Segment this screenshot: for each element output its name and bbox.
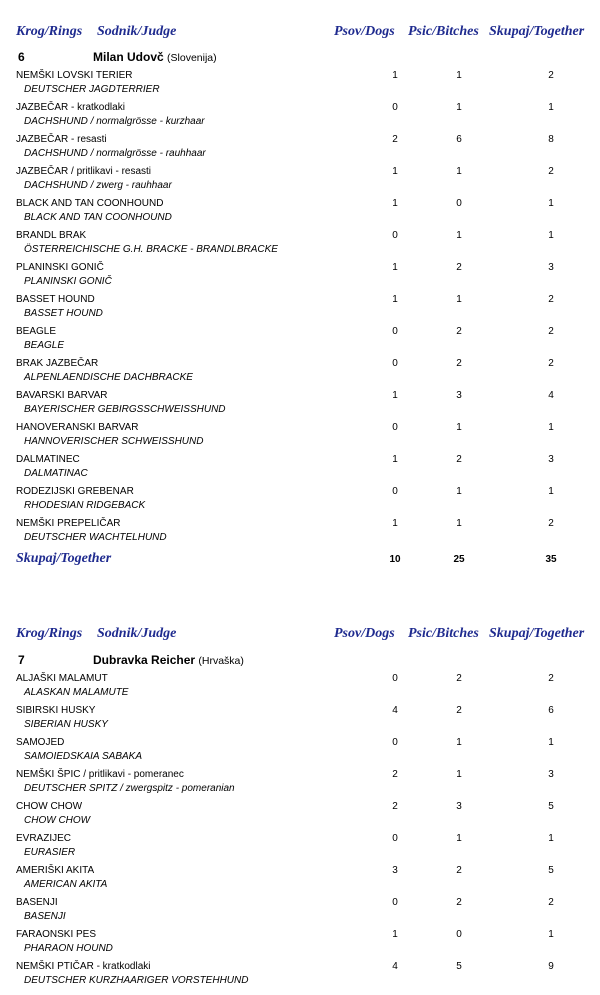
together-header: Skupaj/Together [489, 626, 585, 641]
dogs-count: 1 [392, 518, 398, 529]
breed-name-alt: EURASIER [24, 847, 76, 858]
breed-name-alt: DEUTSCHER JAGDTERRIER [24, 84, 160, 95]
table-row [0, 294, 600, 326]
breed-name: DALMATINEC [16, 454, 80, 465]
table-row [0, 833, 600, 865]
dogs-count: 1 [392, 294, 398, 305]
bitches-count: 6 [456, 134, 462, 145]
rings-header: Krog/Rings [16, 626, 83, 641]
dogs-header: Psov/Dogs [334, 24, 395, 39]
breed-name-alt: DEUTSCHER SPITZ / zwergspitz - pomeranian [24, 783, 235, 794]
dogs-count: 3 [392, 865, 398, 876]
together-count: 2 [548, 166, 554, 177]
bitches-count: 2 [456, 326, 462, 337]
breed-name-alt: BASSET HOUND [24, 308, 103, 319]
dogs-count: 0 [392, 737, 398, 748]
breed-name: RODEZIJSKI GREBENAR [16, 486, 134, 497]
table-row [0, 198, 600, 230]
dogs-header: Psov/Dogs [334, 626, 395, 641]
breed-name-alt: DEUTSCHER KURZHAARIGER VORSTEHHUND [24, 975, 249, 986]
bitches-count: 2 [456, 673, 462, 684]
dogs-count: 1 [392, 390, 398, 401]
dogs-count: 0 [392, 326, 398, 337]
breed-name-alt: BAYERISCHER GEBIRGSSCHWEISSHUND [24, 404, 226, 415]
together-count: 3 [548, 769, 554, 780]
bitches-count: 1 [456, 422, 462, 433]
rings-header: Krog/Rings [16, 24, 83, 39]
together-count: 2 [548, 294, 554, 305]
table-row [0, 801, 600, 833]
bitches-count: 1 [456, 833, 462, 844]
breed-name: BASSET HOUND [16, 294, 95, 305]
table-row [0, 102, 600, 134]
bitches-count: 1 [456, 769, 462, 780]
bitches-count: 1 [456, 294, 462, 305]
table-row [0, 358, 600, 390]
together-count: 1 [548, 737, 554, 748]
total-row [0, 551, 600, 571]
breed-name: NEMŠKI LOVSKI TERIER [16, 70, 133, 81]
bitches-count: 2 [456, 358, 462, 369]
table-row [0, 961, 600, 993]
table-row [0, 673, 600, 705]
dogs-count: 0 [392, 230, 398, 241]
table-row [0, 518, 600, 550]
table-row [0, 705, 600, 737]
together-count: 1 [548, 833, 554, 844]
together-count: 1 [548, 486, 554, 497]
judge-line [0, 653, 600, 671]
bitches-count: 2 [456, 705, 462, 716]
dogs-count: 0 [392, 486, 398, 497]
dogs-count: 1 [392, 262, 398, 273]
bitches-header: Psic/Bitches [408, 626, 479, 641]
total-bitches: 25 [453, 554, 465, 565]
bitches-count: 3 [456, 801, 462, 812]
breed-name-alt: ALPENLAENDISCHE DACHBRACKE [24, 372, 193, 383]
together-count: 1 [548, 102, 554, 113]
table-row [0, 454, 600, 486]
breed-name: ALJAŠKI MALAMUT [16, 673, 108, 684]
breed-name-alt: BLACK AND TAN COONHOUND [24, 212, 172, 223]
bitches-count: 5 [456, 961, 462, 972]
together-count: 8 [548, 134, 554, 145]
table-row [0, 326, 600, 358]
judge-header: Sodnik/Judge [97, 626, 177, 641]
together-header: Skupaj/Together [489, 24, 585, 39]
table-row [0, 262, 600, 294]
breed-name: NEMŠKI PREPELIČAR [16, 518, 121, 529]
breed-name: JAZBEČAR - resasti [16, 134, 107, 145]
table-row [0, 769, 600, 801]
breed-name: BEAGLE [16, 326, 57, 337]
bitches-count: 0 [456, 929, 462, 940]
table-row [0, 70, 600, 102]
together-count: 1 [548, 422, 554, 433]
breed-name-alt: PLANINSKI GONIČ [24, 276, 112, 287]
table-row [0, 166, 600, 198]
together-count: 2 [548, 897, 554, 908]
bitches-header: Psic/Bitches [408, 24, 479, 39]
breed-name-alt: DACHSHUND / normalgrösse - rauhhaar [24, 148, 206, 159]
table-row [0, 486, 600, 518]
breed-name-alt: BEAGLE [24, 340, 65, 351]
breed-name-alt: DACHSHUND / normalgrösse - kurzhaar [24, 116, 205, 127]
breed-name-alt: DEUTSCHER WACHTELHUND [24, 532, 167, 543]
breed-name: PLANINSKI GONIČ [16, 262, 104, 273]
bitches-count: 1 [456, 70, 462, 81]
judge-name: Dubravka Reicher (Hrvaška) [93, 653, 244, 667]
together-count: 2 [548, 70, 554, 81]
table-row [0, 897, 600, 929]
table-row [0, 737, 600, 769]
dogs-count: 1 [392, 198, 398, 209]
breed-name: NEMŠKI ŠPIC / pritlikavi - pomeranec [16, 769, 184, 780]
bitches-count: 3 [456, 390, 462, 401]
bitches-count: 1 [456, 102, 462, 113]
breed-name-alt: PHARAON HOUND [24, 943, 113, 954]
judge-name: Milan Udovč (Slovenija) [93, 50, 217, 64]
breed-name-alt: ÖSTERREICHISCHE G.H. BRACKE - BRANDLBRACKE [24, 244, 278, 255]
together-count: 2 [548, 518, 554, 529]
column-header [0, 24, 600, 44]
together-count: 1 [548, 198, 554, 209]
dogs-count: 4 [392, 705, 398, 716]
breed-name-alt: BASENJI [24, 911, 66, 922]
breed-name: NEMŠKI PTIČAR - kratkodlaki [16, 961, 151, 972]
dogs-count: 0 [392, 422, 398, 433]
breed-name: JAZBEČAR / pritlikavi - resasti [16, 166, 152, 177]
breed-name: SAMOJED [16, 737, 65, 748]
bitches-count: 1 [456, 230, 462, 241]
dogs-count: 2 [392, 801, 398, 812]
table-row [0, 134, 600, 166]
dogs-count: 0 [392, 673, 398, 684]
breed-name: HANOVERANSKI BARVAR [16, 422, 139, 433]
bitches-count: 2 [456, 262, 462, 273]
dogs-count: 2 [392, 134, 398, 145]
breed-name: JAZBEČAR - kratkodlaki [16, 102, 125, 113]
breed-name-alt: ALASKAN MALAMUTE [24, 687, 129, 698]
breed-name: SIBIRSKI HUSKY [16, 705, 96, 716]
table-row [0, 390, 600, 422]
together-count: 2 [548, 358, 554, 369]
bitches-count: 0 [456, 198, 462, 209]
breed-name: EVRAZIJEC [16, 833, 72, 844]
breed-name: CHOW CHOW [16, 801, 83, 812]
together-count: 1 [548, 929, 554, 940]
breed-name: BLACK AND TAN COONHOUND [16, 198, 164, 209]
bitches-count: 2 [456, 454, 462, 465]
dogs-count: 0 [392, 358, 398, 369]
together-count: 4 [548, 390, 554, 401]
table-row [0, 865, 600, 897]
ring-number: 6 [18, 50, 25, 64]
table-row [0, 230, 600, 262]
breed-name: BRANDL BRAK [16, 230, 87, 241]
breed-name: AMERIŠKI AKITA [16, 865, 95, 876]
dogs-count: 4 [392, 961, 398, 972]
total-label: Skupaj/Together [16, 551, 112, 566]
together-count: 9 [548, 961, 554, 972]
together-count: 2 [548, 326, 554, 337]
breed-name-alt: SAMOIEDSKAIA SABAKA [24, 751, 143, 762]
judge-header: Sodnik/Judge [97, 24, 177, 39]
bitches-count: 2 [456, 897, 462, 908]
dogs-count: 0 [392, 833, 398, 844]
dogs-count: 1 [392, 929, 398, 940]
breed-name-alt: AMERICAN AKITA [24, 879, 108, 890]
together-count: 1 [548, 230, 554, 241]
together-count: 3 [548, 454, 554, 465]
breed-name: BAVARSKI BARVAR [16, 390, 108, 401]
breed-name-alt: CHOW CHOW [24, 815, 91, 826]
table-row [0, 422, 600, 454]
breed-name-alt: DALMATINAC [24, 468, 88, 479]
together-count: 5 [548, 865, 554, 876]
dogs-count: 1 [392, 454, 398, 465]
dogs-count: 2 [392, 769, 398, 780]
breed-name-alt: SIBERIAN HUSKY [24, 719, 108, 730]
table-row [0, 929, 600, 961]
breed-name-alt: HANNOVERISCHER SCHWEISSHUND [24, 436, 204, 447]
breed-name-alt: DACHSHUND / zwerg - rauhhaar [24, 180, 172, 191]
column-header [0, 626, 600, 646]
together-count: 3 [548, 262, 554, 273]
together-count: 6 [548, 705, 554, 716]
bitches-count: 1 [456, 166, 462, 177]
bitches-count: 1 [456, 486, 462, 497]
bitches-count: 1 [456, 737, 462, 748]
total-dogs: 10 [389, 554, 401, 565]
judge-line [0, 50, 600, 68]
dogs-count: 1 [392, 166, 398, 177]
together-count: 2 [548, 673, 554, 684]
dogs-count: 0 [392, 102, 398, 113]
bitches-count: 2 [456, 865, 462, 876]
breed-name: BASENJI [16, 897, 58, 908]
dogs-count: 0 [392, 897, 398, 908]
dogs-count: 1 [392, 70, 398, 81]
ring-number: 7 [18, 653, 25, 667]
breed-name-alt: RHODESIAN RIDGEBACK [24, 500, 146, 511]
together-count: 5 [548, 801, 554, 812]
breed-name: FARAONSKI PES [16, 929, 97, 940]
total-together: 35 [545, 554, 557, 565]
bitches-count: 1 [456, 518, 462, 529]
breed-name: BRAK JAZBEČAR [16, 358, 99, 369]
